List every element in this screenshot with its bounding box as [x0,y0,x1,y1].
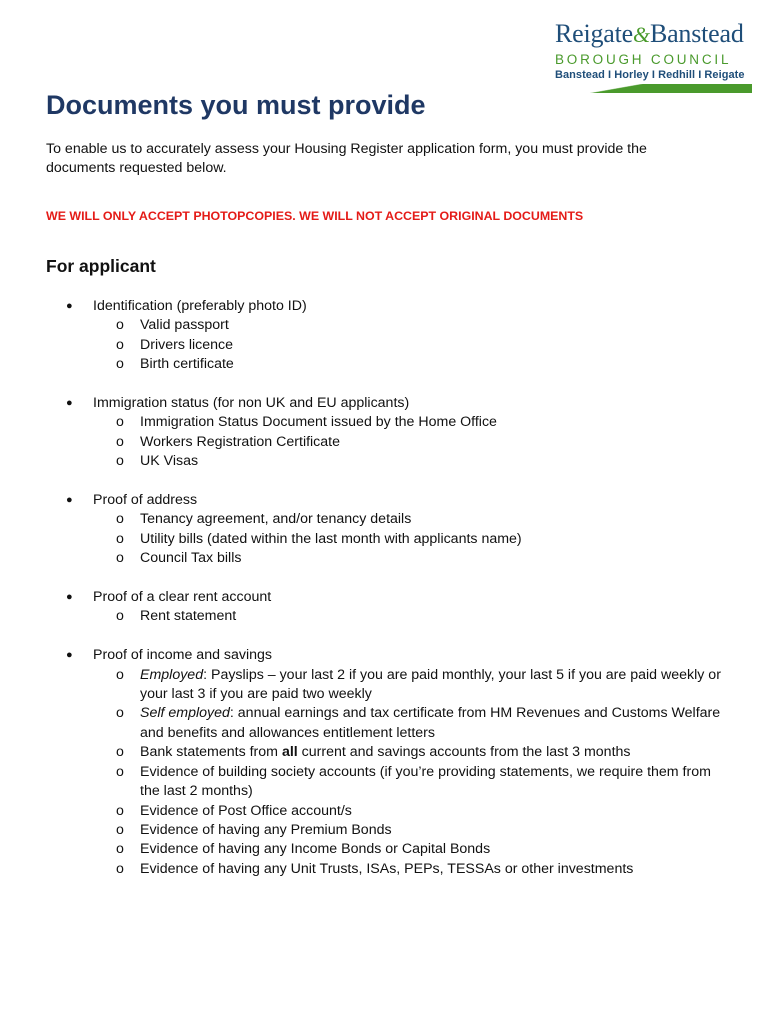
sub-bullet-marker: o [116,802,124,819]
documents-list [0,297,770,879]
sub-list-item [0,336,770,355]
sub-list-item [0,530,770,549]
section-heading-applicant: For applicant [46,256,156,276]
list-item [0,646,770,879]
sub-bullet-marker: o [116,511,124,528]
sub-bullet-marker: o [116,763,124,780]
list-item-label: Proof of income and savings [93,647,273,664]
logo-green-swoosh [555,84,752,93]
sub-bullet-marker: o [116,317,124,334]
list-item-label: Immigration status (for non UK and EU applicants) [93,395,410,412]
sub-bullet-marker: o [116,841,124,858]
list-item-label: Proof of a clear rent account [93,589,272,606]
sub-list-item [0,666,770,705]
sub-bullet-marker: o [116,356,124,373]
sub-list-item [0,452,770,471]
sub-item-text: Council Tax bills [140,550,242,567]
sub-item-strong: all [281,744,298,761]
sub-list-item [0,743,770,762]
sub-list-item [0,607,770,626]
page-title: Documents you must provide [46,90,426,120]
sub-item-text: Evidence of Post Office account/s [140,802,352,819]
sub-bullet-marker: o [116,821,124,838]
sub-bullet-marker: o [116,530,124,547]
sub-item-text: Tenancy agreement, and/or tenancy details [140,511,412,528]
sub-bullet-marker: o [116,336,124,353]
sub-item-text: Bank statements from [140,744,282,761]
logo-towns-text: Banstead I Horley I Redhill I Reigate [555,69,745,81]
sub-item-text: Workers Registration Certificate [140,433,341,450]
sub-list-item [0,840,770,859]
sub-list-item [0,433,770,452]
logo-wordmark [555,20,754,49]
sub-list-item [0,821,770,840]
sub-list-item [0,355,770,374]
sub-bullet-marker: o [116,744,124,761]
sub-item-text: Evidence of building society accounts (if you’re providing statements, we require them from the last 2 months) [140,763,711,800]
sub-bullet-marker: o [116,608,124,625]
sub-bullet-marker: o [116,666,124,683]
council-logo [555,20,754,93]
sub-item-text: Valid passport [140,317,229,334]
sub-item-text: current and savings accounts from the last 3 months [297,744,631,761]
sub-list-item [0,413,770,432]
sub-list-item [0,763,770,802]
sub-list-item [0,860,770,879]
sub-item-text: Evidence of having any Income Bonds or Capital Bonds [140,841,491,858]
bullet-marker: ● [66,591,73,604]
logo-council-text: BOROUGH COUNCIL [555,52,732,67]
sub-bullet-marker: o [116,860,124,877]
sub-item-emphasis: Self employed [140,705,230,722]
sub-bullet-marker: o [116,705,124,722]
sub-bullet-marker: o [116,433,124,450]
logo-name-part1: Reigate [555,19,634,48]
bullet-marker: ● [66,397,73,410]
list-item [0,491,770,569]
sub-bullet-marker: o [116,414,124,431]
sub-item-text: Evidence of having any Premium Bonds [140,821,392,838]
sub-item-text: Utility bills (dated within the last month with applicants name) [140,530,522,547]
sub-item-text: Evidence of having any Unit Trusts, ISAs, PEPs, TESSAs or other investments [140,860,634,877]
sub-item-emphasis: Employed [140,666,204,683]
intro-paragraph: To enable us to accurately assess your Housing Register application form, you must provide the documents requested below. [46,141,647,176]
bullet-marker: ● [66,300,73,312]
sub-bullet-marker: o [116,550,124,567]
list-item-label: Identification (preferably photo ID) [93,298,307,314]
sub-list-item [0,704,770,743]
sub-list-item [0,316,770,335]
sub-item-text: Birth certificate [140,356,234,373]
sub-bullet-marker: o [116,453,124,470]
sub-list-item [0,802,770,821]
sub-item-text: UK Visas [140,453,199,470]
sub-item-text: Immigration Status Document issued by the Home Office [140,414,497,431]
bullet-marker: ● [66,494,73,507]
sub-list-item [0,510,770,529]
sub-item-text: Drivers licence [140,336,234,353]
list-item [0,394,770,472]
sub-item-text: : annual earnings and tax certificate from HM Revenues and Customs Welfare and benefits and allowances entitlement letters [140,705,721,741]
sub-item-text: Rent statement [140,608,237,625]
logo-name-part2: Banstead [649,19,744,48]
list-item-label: Proof of address [93,492,198,509]
list-item [0,588,770,627]
sub-list-item [0,549,770,568]
logo-ampersand: & [633,22,650,47]
list-item [0,297,770,375]
photocopy-warning: WE WILL ONLY ACCEPT PHOTOPCOPIES. WE WILL NOT ACCEPT ORIGINAL DOCUMENTS [46,209,584,223]
sub-item-text: : Payslips – your last 2 if you are paid monthly, your last 5 if you are paid weekly or your last 3 if you are paid two weekly [140,666,721,703]
bullet-marker: ● [66,649,73,662]
